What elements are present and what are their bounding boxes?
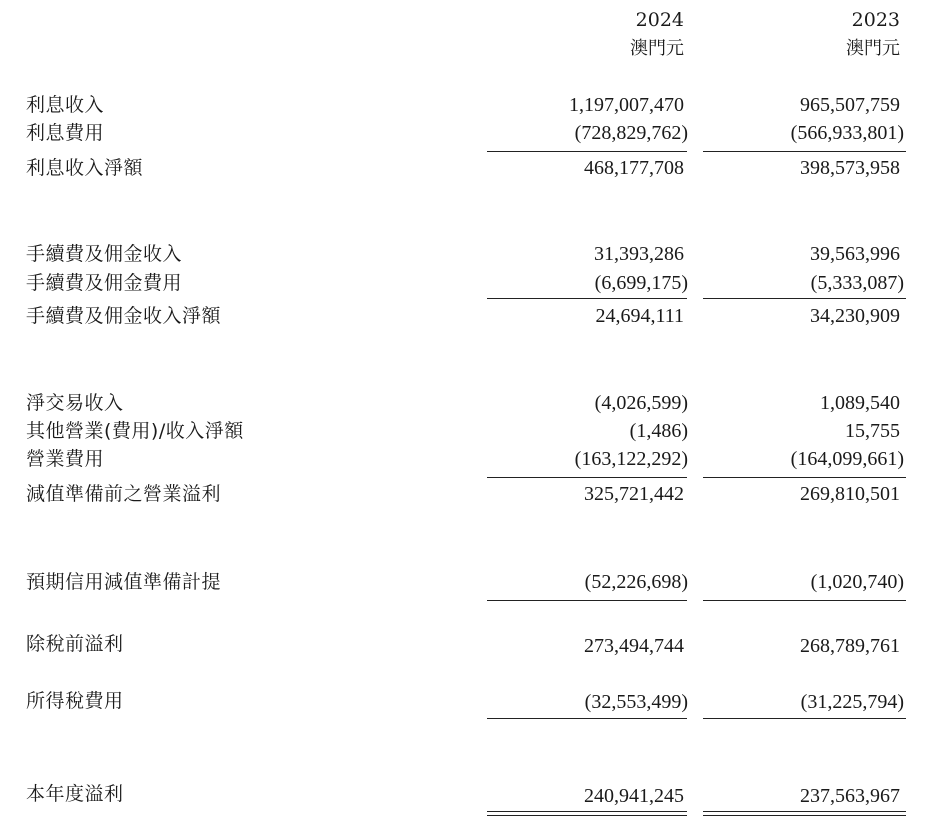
value-2023-profit-for-year: 237,563,967	[800, 785, 900, 807]
row-label-operating-expenses: 營業費用	[26, 448, 105, 470]
value-2024-profit-for-year: 240,941,245	[584, 785, 684, 807]
row-label-interest-income: 利息收入	[26, 94, 105, 116]
value-2024-operating-profit-before-impairment: 325,721,442	[584, 483, 684, 505]
row-label-net-trading-income: 淨交易收入	[26, 392, 124, 414]
value-2023-fee-expense: (5,333,087)	[810, 272, 904, 294]
value-2023-other-operating: 15,755	[845, 420, 900, 442]
row-label-operating-profit-before-impairment: 減值準備前之營業溢利	[26, 483, 222, 505]
subtotal-rule-2023	[703, 151, 906, 152]
value-2023-interest-expense: (566,933,801)	[790, 122, 904, 144]
value-2024-fee-income: 31,393,286	[594, 243, 684, 265]
value-2024-net-fee-income: 24,694,111	[595, 305, 684, 327]
row-label-income-tax: 所得稅費用	[26, 690, 124, 712]
value-2023-net-interest-income: 398,573,958	[800, 157, 900, 179]
total-double-rule-2024	[487, 811, 687, 816]
value-2024-profit-before-tax: 273,494,744	[584, 635, 684, 657]
subtotal-rule-2024	[487, 718, 687, 719]
total-double-rule-2023	[703, 811, 906, 816]
value-2024-fee-expense: (6,699,175)	[594, 272, 688, 294]
value-2024-interest-expense: (728,829,762)	[574, 122, 688, 144]
value-2024-operating-expenses: (163,122,292)	[574, 448, 688, 470]
row-label-fee-income: 手續費及佣金收入	[26, 243, 183, 265]
subtotal-rule-2023	[703, 298, 906, 299]
value-2024-net-trading-income: (4,026,599)	[594, 392, 688, 414]
value-2023-interest-income: 965,507,759	[800, 94, 900, 116]
value-2023-expected-credit-loss: (1,020,740)	[810, 571, 904, 593]
row-label-profit-for-year: 本年度溢利	[26, 783, 124, 805]
value-2023-operating-profit-before-impairment: 269,810,501	[800, 483, 900, 505]
row-label-interest-expense: 利息費用	[26, 122, 105, 144]
subtotal-rule-2023	[703, 600, 906, 601]
value-2024-expected-credit-loss: (52,226,698)	[584, 571, 688, 593]
subtotal-rule-2024	[487, 298, 687, 299]
value-2024-net-interest-income: 468,177,708	[584, 157, 684, 179]
row-label-fee-expense: 手續費及佣金費用	[26, 272, 183, 294]
column-header-2024-currency: 澳門元	[630, 38, 684, 59]
value-2024-interest-income: 1,197,007,470	[569, 94, 684, 116]
column-header-2024-year: 2024	[635, 9, 684, 31]
subtotal-rule-2024	[487, 151, 687, 152]
value-2024-other-operating: (1,486)	[629, 420, 688, 442]
subtotal-rule-2023	[703, 718, 906, 719]
column-header-2023-year: 2023	[851, 9, 900, 31]
column-header-2023-currency: 澳門元	[846, 38, 900, 59]
row-label-net-fee-income: 手續費及佣金收入淨額	[26, 305, 222, 327]
value-2023-operating-expenses: (164,099,661)	[790, 448, 904, 470]
row-label-net-interest-income: 利息收入淨額	[26, 157, 144, 179]
value-2024-income-tax: (32,553,499)	[584, 691, 688, 713]
value-2023-income-tax: (31,225,794)	[800, 691, 904, 713]
row-label-profit-before-tax: 除稅前溢利	[26, 633, 124, 655]
value-2023-net-trading-income: 1,089,540	[820, 392, 900, 414]
row-label-expected-credit-loss: 預期信用減值準備計提	[26, 571, 222, 593]
value-2023-fee-income: 39,563,996	[810, 243, 900, 265]
row-label-other-operating: 其他營業(費用)/收入淨額	[26, 420, 244, 442]
subtotal-rule-2023	[703, 477, 906, 478]
value-2023-profit-before-tax: 268,789,761	[800, 635, 900, 657]
subtotal-rule-2024	[487, 477, 687, 478]
value-2023-net-fee-income: 34,230,909	[810, 305, 900, 327]
subtotal-rule-2024	[487, 600, 687, 601]
